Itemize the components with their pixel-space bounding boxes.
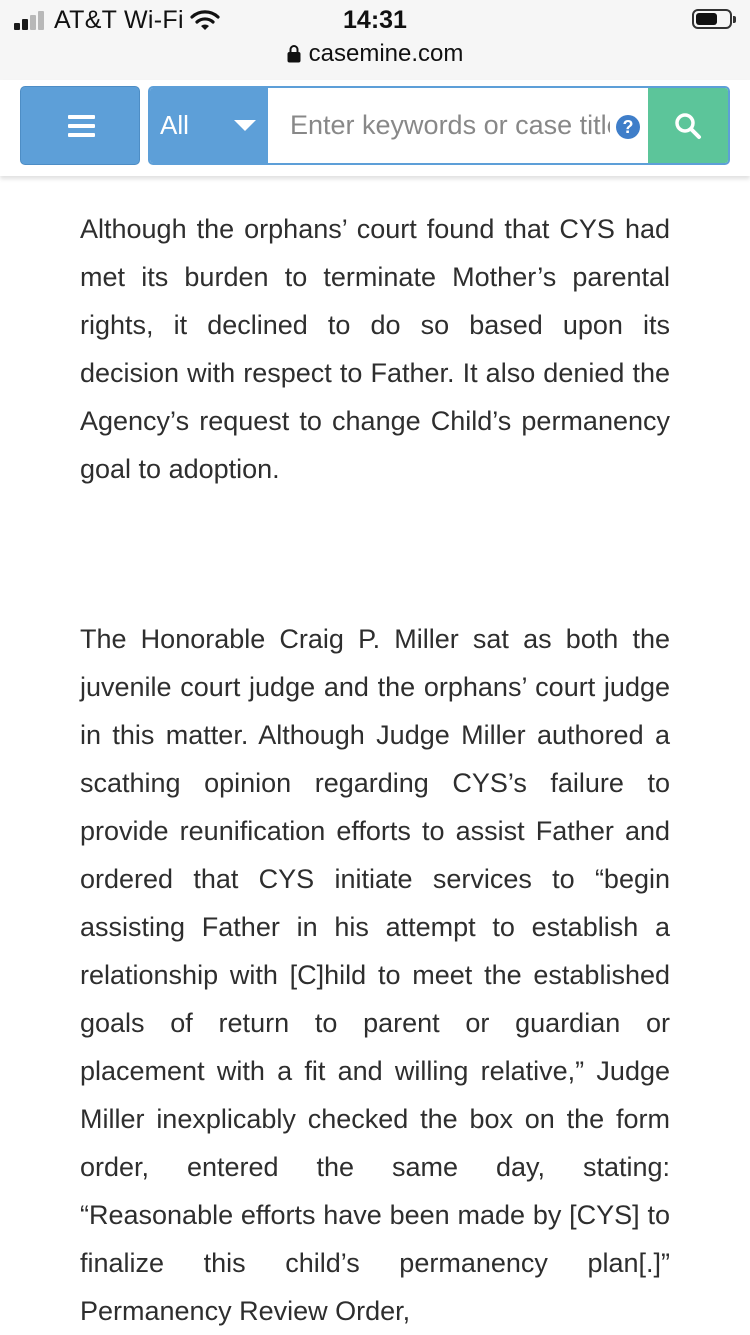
search-input[interactable] <box>268 88 650 163</box>
search-button[interactable] <box>648 88 728 163</box>
url-text: casemine.com <box>308 40 464 67</box>
search-toolbar <box>0 80 750 176</box>
carrier-name: AT&T Wi-Fi <box>54 6 184 34</box>
clock: 14:31 <box>343 6 407 34</box>
case-text <box>80 205 670 1335</box>
paragraph: Although the orphans’ court found that CYS had met its burden to terminate Mother’s parental rights, it declined to do so based upon its decision with respect to Father. It also denied the Agency’s request to change Child’s permanency goal to adoption. <box>80 214 670 484</box>
menu-button[interactable] <box>20 86 140 165</box>
search-icon <box>674 112 702 140</box>
search-scope-label: All <box>160 110 189 140</box>
paragraph: The Honorable Craig P. Miller sat as both the juvenile court judge and the orphans’ court judge in this matter. Although Judge Miller authored a scathing opinion regarding CYS’s failure to provide reunification efforts to assist Father and ordered that CYS initiate services to “begin assisting Father in his attempt to establish a relationship with [C]hild to meet the established goals of return to parent or guardian or placement with a fit and willing relative,” Judge Miller inexplicably checked the box on the form order, entered the same day, stating: “Reasonable efforts have been made by [CYS] to finalize this child’s permanency plan[.]” Permanency Review Order, <box>80 624 670 1326</box>
help-icon[interactable]: ? <box>616 115 640 139</box>
search-group <box>148 86 730 165</box>
address-bar[interactable] <box>0 40 750 68</box>
search-scope-dropdown[interactable] <box>150 88 268 163</box>
chevron-down-icon <box>234 120 256 131</box>
status-bar <box>0 0 750 81</box>
lock-icon <box>287 44 301 63</box>
battery-icon <box>692 9 732 29</box>
